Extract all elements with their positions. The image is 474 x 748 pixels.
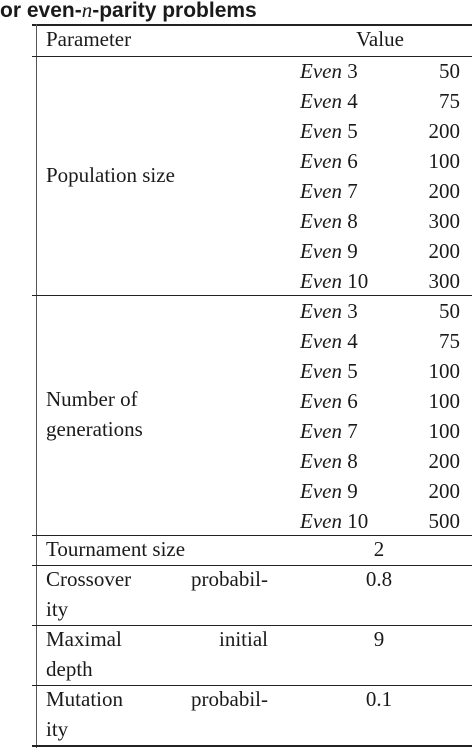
- table-caption: [0, 0, 474, 23]
- row-name: Even 4: [300, 329, 358, 353]
- row-label-max-depth-line1: Maximal initial: [46, 627, 268, 651]
- group-label-line: generations: [46, 417, 143, 441]
- row-value-max-depth: 9: [373, 627, 385, 651]
- group-label-line: Number of: [46, 387, 138, 411]
- row-value: 100: [428, 419, 460, 443]
- row-name: Even 8: [300, 209, 358, 233]
- row-label-max-depth-line2: depth: [46, 657, 93, 681]
- row-value: 200: [428, 449, 460, 473]
- row-name: Even 10: [300, 269, 369, 293]
- row-value: 300: [428, 269, 460, 293]
- row-value: 50: [439, 59, 460, 83]
- row-name: Even 6: [300, 149, 358, 173]
- row-name: Even 7: [300, 419, 358, 443]
- row-value: 100: [428, 149, 460, 173]
- row-value: 300: [428, 209, 460, 233]
- row-name: Even 5: [300, 119, 358, 143]
- row-label-mutation-line1: Mutation probabil-: [46, 687, 268, 711]
- header-value: Value: [356, 27, 404, 51]
- row-value: 75: [439, 329, 460, 353]
- row-value-tournament-size: 2: [373, 537, 385, 561]
- row-name: Even 9: [300, 479, 358, 503]
- row-value-crossover: 0.8: [365, 567, 393, 591]
- caption-variable: n: [81, 0, 93, 22]
- row-name: Even 6: [300, 389, 358, 413]
- group-rule: [32, 295, 472, 296]
- row-name: Even 3: [300, 299, 358, 323]
- header-parameter: Parameter: [46, 27, 132, 51]
- group-label: Population size: [46, 163, 175, 187]
- row-label-mutation-line2: ity: [46, 717, 69, 741]
- row-name: Even 8: [300, 449, 358, 473]
- row-value: 100: [428, 359, 460, 383]
- row-name: Even 10: [300, 509, 369, 533]
- row-value: 100: [428, 389, 460, 413]
- row-value: 500: [428, 509, 460, 533]
- row-value: 200: [428, 119, 460, 143]
- row-label-crossover-line1: Crossover probabil-: [46, 567, 268, 591]
- caption-suffix: -parity problems: [92, 0, 257, 22]
- bottom-rule: [32, 745, 472, 747]
- row-value-mutation: 0.1: [365, 687, 393, 711]
- row-label-crossover-line2: ity: [46, 597, 69, 621]
- row-name: Even 3: [300, 59, 358, 83]
- row-value: 50: [439, 299, 460, 323]
- row-value: 200: [428, 239, 460, 263]
- row-name: Even 7: [300, 179, 358, 203]
- caption-prefix: or even-: [0, 0, 82, 22]
- left-border: [36, 24, 37, 748]
- row-value: 75: [439, 89, 460, 113]
- row-label-tournament-size: Tournament size: [46, 537, 186, 561]
- row-value: 200: [428, 179, 460, 203]
- header-rule: [32, 56, 472, 57]
- row-name: Even 9: [300, 239, 358, 263]
- row-name: Even 4: [300, 89, 358, 113]
- row-value: 200: [428, 479, 460, 503]
- row-name: Even 5: [300, 359, 358, 383]
